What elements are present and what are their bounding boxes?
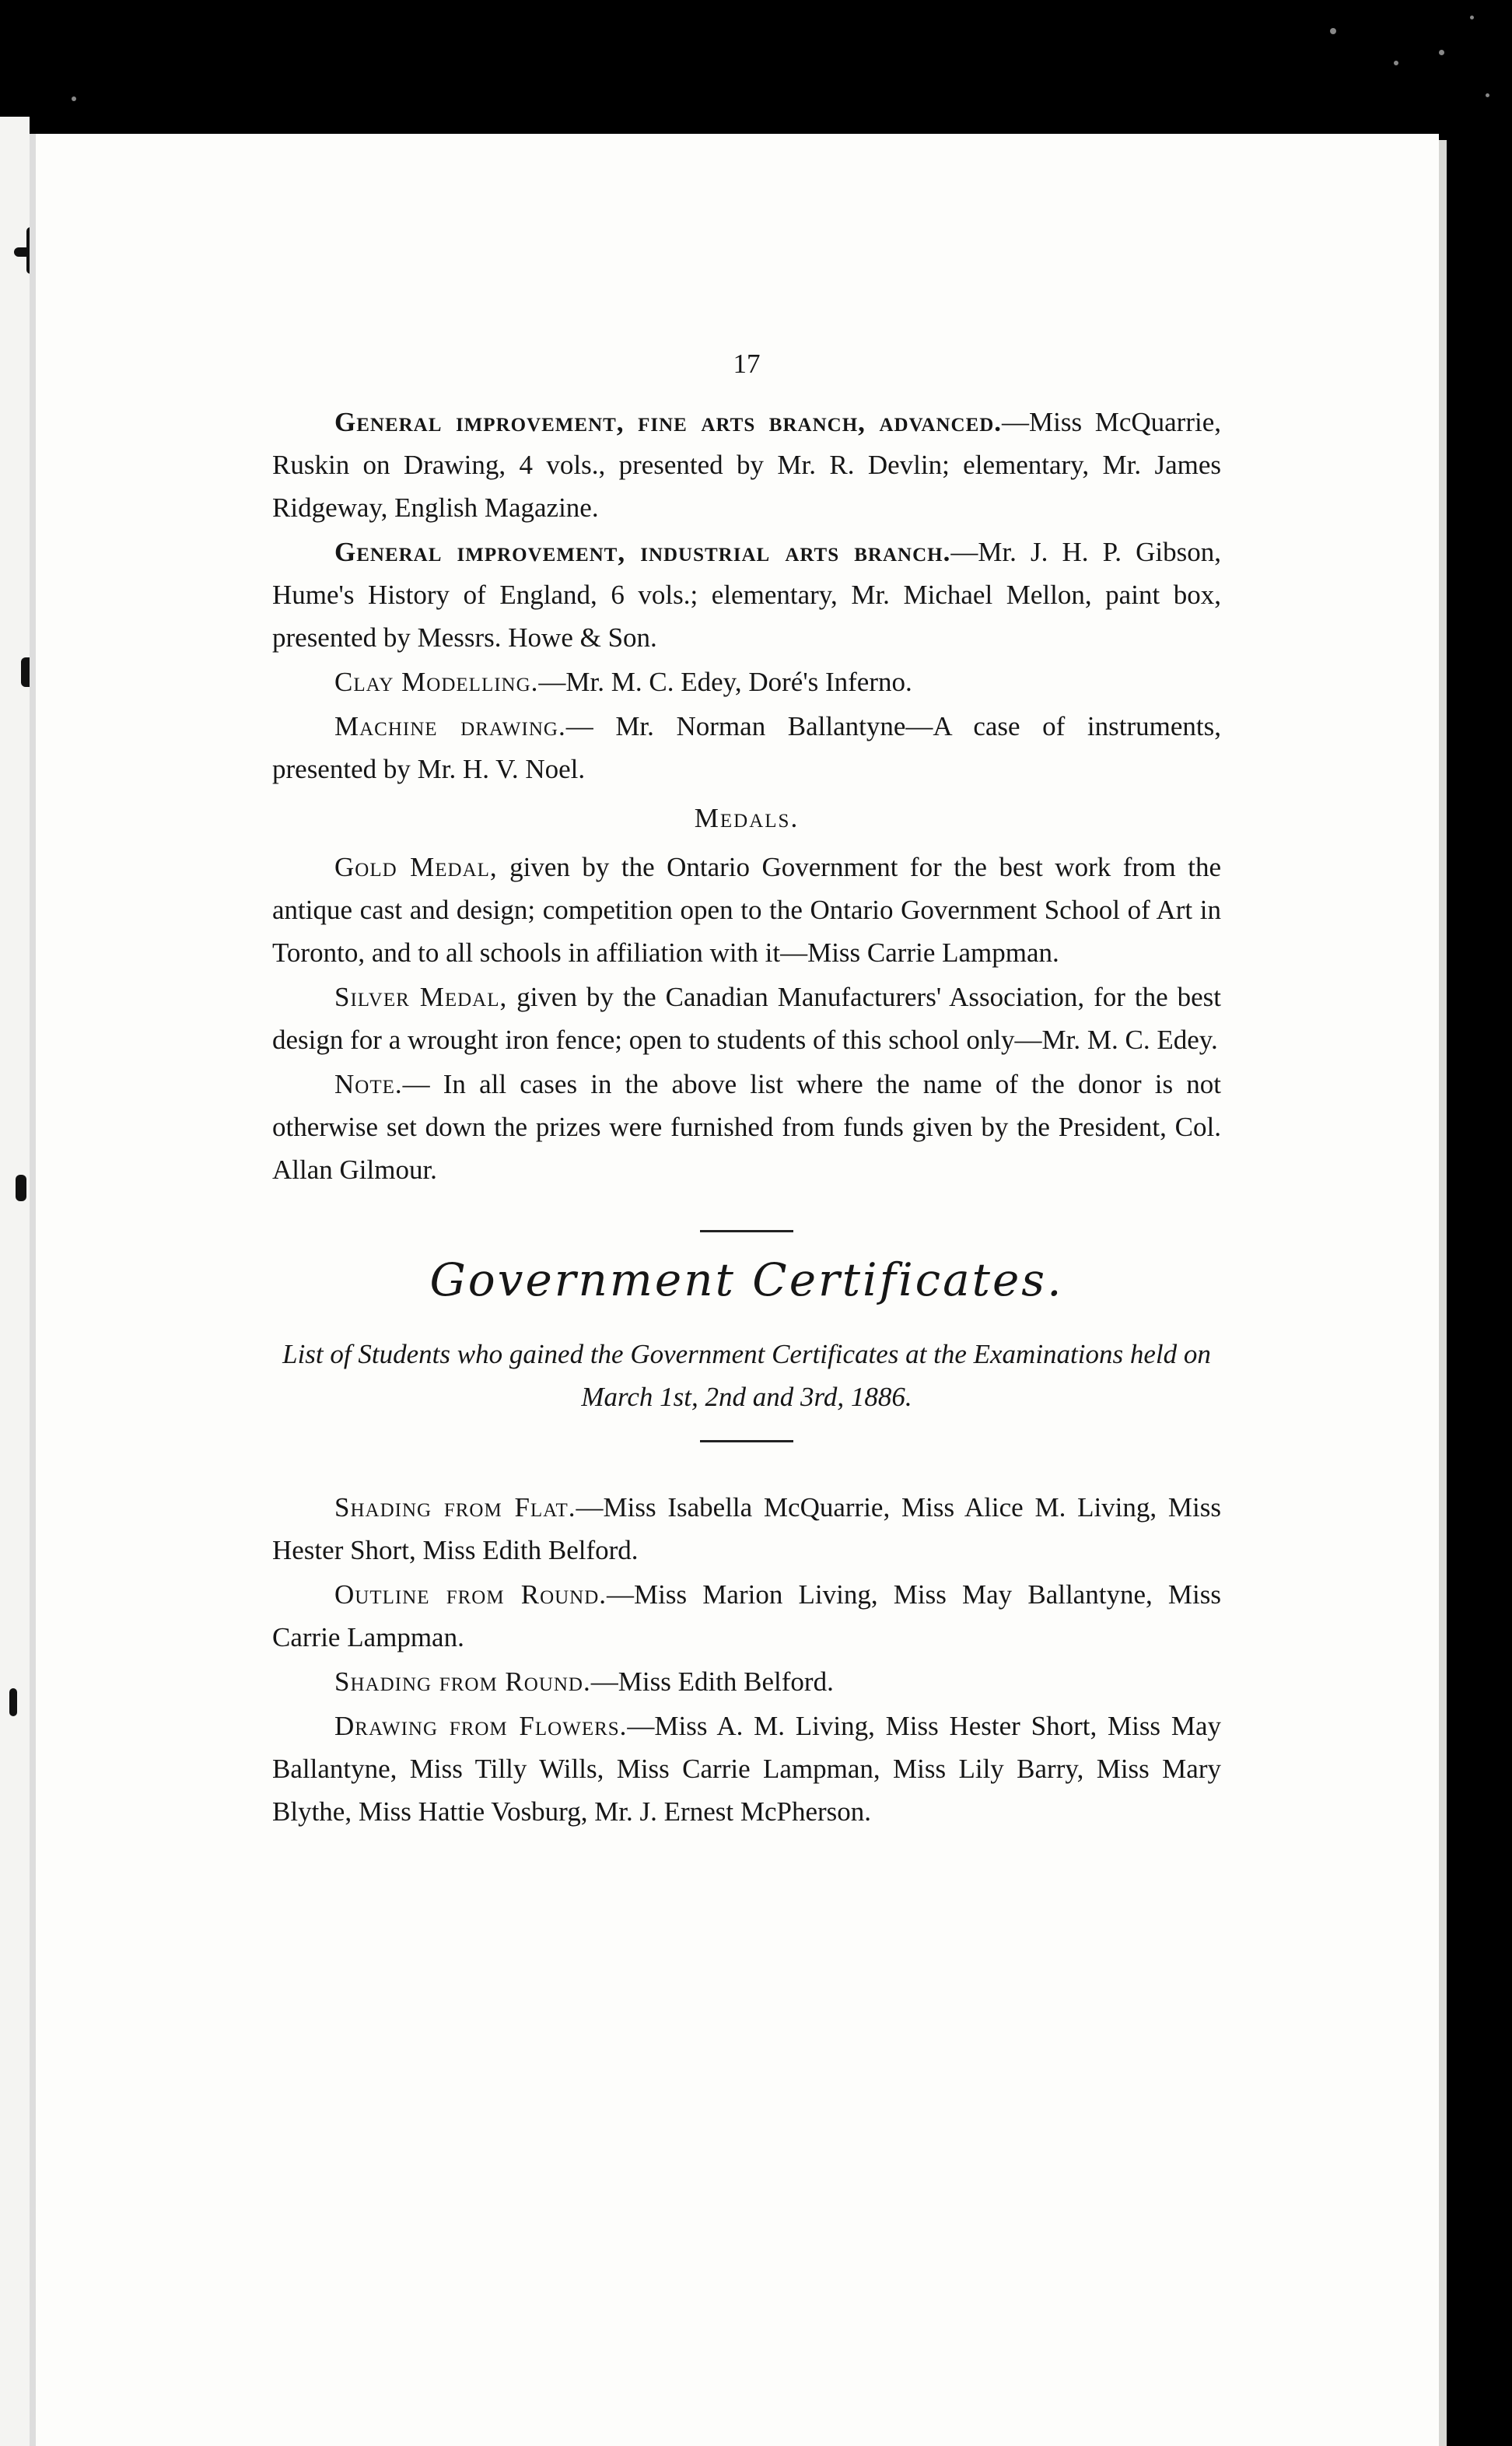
- medal-entry: [272, 846, 1221, 974]
- entry-text: —Miss Edith Belford.: [590, 1666, 834, 1697]
- divider-rule: [700, 1440, 793, 1442]
- entry-heading: Gold Medal,: [334, 852, 498, 882]
- entry-text: — In all cases in the above list where the name of the donor is not otherwise set down the prizes were furnished from funds given by the President, Col. Allan Gilmour.: [272, 1069, 1221, 1185]
- entry-heading: General improvement, industrial arts branch.: [334, 537, 951, 567]
- entry-text: —Miss Marion Living, Miss May Ballantyne, Miss Carrie Lampman.: [272, 1579, 1221, 1652]
- note-entry: [272, 1063, 1221, 1191]
- prize-entry: [272, 705, 1221, 790]
- speck: [1439, 50, 1444, 55]
- entry-text: —Miss McQuarrie, Ruskin on Drawing, 4 vols., presented by Mr. R. Devlin; elementary, Mr. James Ridgeway, English Magazine.: [272, 407, 1221, 523]
- speck: [1394, 61, 1398, 65]
- prize-entry: [272, 661, 1221, 703]
- entry-text: —Mr. J. H. P. Gibson, Hume's History of England, 6 vols.; elementary, Mr. Michael Mellon, paint box, presented by Messrs. Howe & Son.: [272, 537, 1221, 653]
- entry-heading: Outline from Round.: [334, 1579, 607, 1610]
- entry-text: given by the Ontario Government for the best work from the antique cast and design; competition open to the Ontario Government School of Art in Toronto, and to all schools in affiliation with it—Miss Carrie Lampman.: [272, 852, 1221, 968]
- divider-rule: [700, 1230, 793, 1232]
- speck: [1470, 16, 1474, 19]
- entry-text: —Miss A. M. Living, Miss Hester Short, Miss May Ballantyne, Miss Tilly Wills, Miss Carrie Lampman, Miss Lily Barry, Miss Mary Blythe, Miss Hattie Vosburg, Mr. J. Ernest McPherson.: [272, 1711, 1221, 1827]
- entry-text: —Mr. M. C. Edey, Doré's Inferno.: [538, 667, 912, 697]
- speck: [72, 96, 76, 101]
- binding-mark: [9, 1688, 17, 1716]
- entry-heading: Drawing from Flowers.: [334, 1711, 628, 1741]
- entry-heading: Silver Medal,: [334, 982, 508, 1012]
- entry-heading: Machine drawing.: [334, 711, 566, 741]
- entry-heading: Note.: [334, 1069, 403, 1099]
- certificate-entry: [272, 1660, 1221, 1703]
- prize-entry: [272, 531, 1221, 659]
- certificate-entry: [272, 1486, 1221, 1572]
- certificate-entry: [272, 1705, 1221, 1833]
- prize-entry: [272, 401, 1221, 529]
- entry-text: — Mr. Norman Ballantyne—A case of instruments, presented by Mr. H. V. Noel.: [272, 711, 1221, 784]
- speck: [1330, 28, 1336, 34]
- speck: [1486, 93, 1489, 97]
- entry-text: —Miss Isabella McQuarrie, Miss Alice M. Living, Miss Hester Short, Miss Edith Belford.: [272, 1492, 1222, 1565]
- entry-heading: General improvement, fine arts branch, advanced.: [334, 407, 1003, 437]
- section-subtitle: List of Students who gained the Government Certificates at the Examinations held on March 1st, 2nd and 3rd, 1886.: [282, 1339, 1211, 1412]
- entry-heading: Clay Modelling.: [334, 667, 539, 697]
- medals-heading: Medals.: [694, 803, 800, 833]
- page-text: [272, 342, 1221, 1834]
- binding-mark: [16, 1175, 26, 1201]
- certificate-entry: [272, 1573, 1221, 1659]
- right-page-edge: [1439, 140, 1447, 2446]
- entry-heading: Shading from Flat.: [334, 1492, 576, 1523]
- entry-heading: Shading from Round.: [334, 1666, 591, 1697]
- medal-entry: [272, 976, 1221, 1061]
- entry-text: given by the Canadian Manufacturers' Association, for the best design for a wrought iron fence; open to students of this school only—Mr. M. C. Edey.: [272, 982, 1221, 1055]
- page-number: 17: [733, 349, 761, 379]
- section-title: Government Certificates.: [429, 1253, 1064, 1306]
- left-page-edge: [0, 117, 30, 2446]
